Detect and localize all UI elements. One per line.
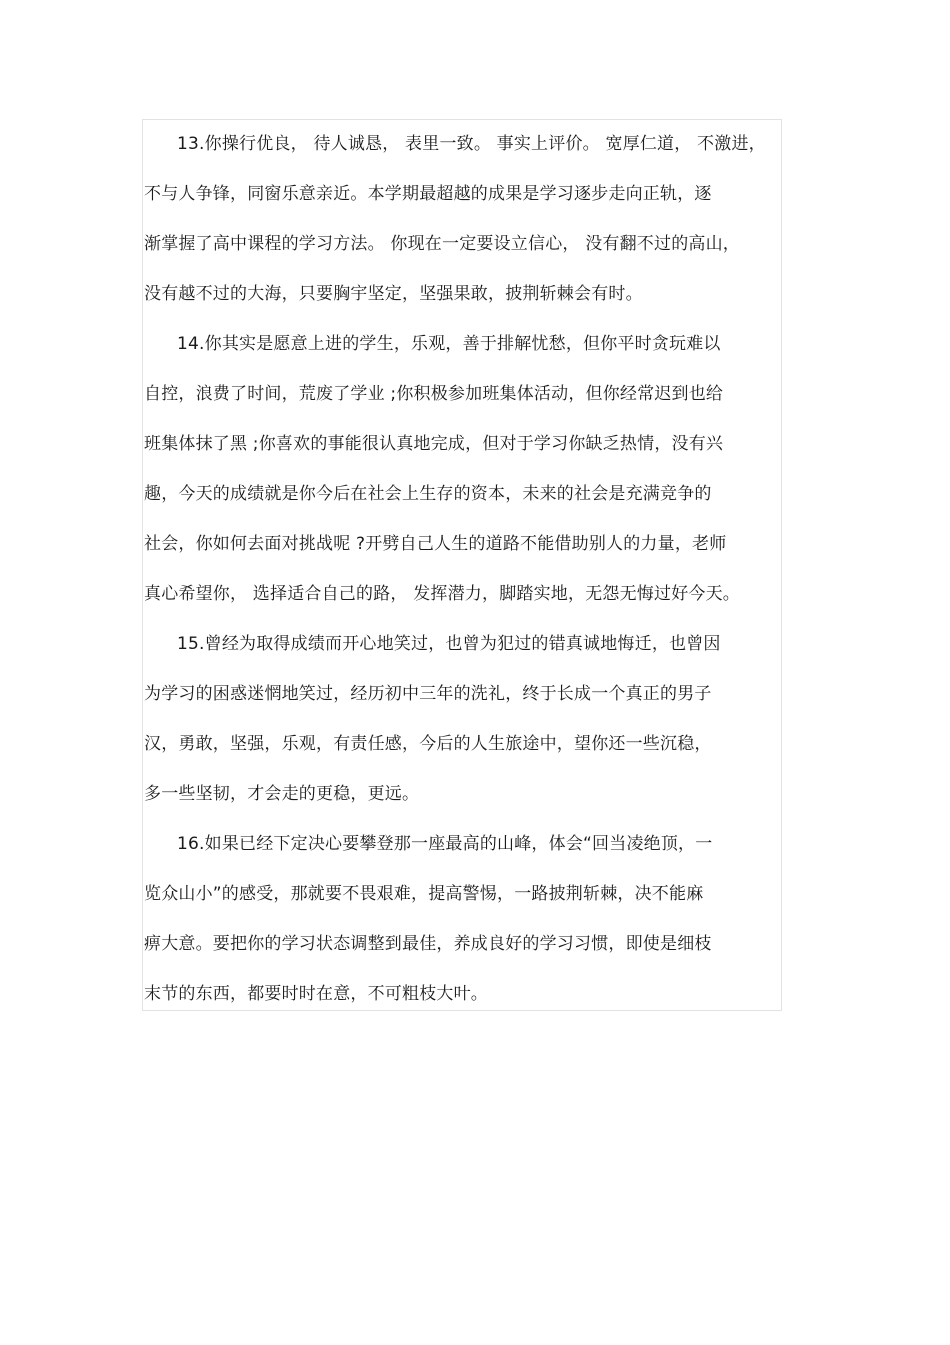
paragraph-14-line-5: 社会，你如何去面对挑战呢 ?开劈自己人生的道路不能借助别人的力量，老师 [144, 534, 727, 554]
paragraph-15-line-1: 15.曾经为取得成绩而开心地笑过，也曾为犯过的错真诚地悔迁，也曾因 [177, 634, 721, 654]
paragraph-16-line-4: 末节的东西，都要时时在意，不可粗枝大叶。 [144, 984, 488, 1004]
paragraph-16-line-2: 览众山小”的感受，那就要不畏艰难，提高警惕，一路披荆斩棘，决不能麻 [144, 884, 704, 904]
paragraph-14-line-6: 真心希望你， 选择适合自己的路， 发挥潜力，脚踏实地，无怨无悔过好今天。 [144, 584, 741, 604]
paragraph-16-line-1: 16.如果已经下定决心要攀登那一座最高的山峰，体会“回当凌绝顶，一 [177, 834, 713, 854]
paragraph-14-line-1: 14.你其实是愿意上进的学生，乐观，善于排解忧愁，但你平时贪玩难以 [177, 334, 721, 354]
paragraph-14-line-4: 趣，今天的成绩就是你今后在社会上生存的资本，未来的社会是充满竞争的 [144, 484, 712, 504]
paragraph-16-line-3: 痹大意。要把你的学习状态调整到最佳，养成良好的学习习惯，即使是细枝 [144, 934, 712, 954]
paragraph-15-line-2: 为学习的困惑迷惘地笑过，经历初中三年的洗礼，终于长成一个真正的男子 [144, 684, 712, 704]
paragraph-15-line-3: 汉，勇敢，坚强，乐观，有责任感，今后的人生旅途中，望你还一些沉稳， [144, 734, 712, 754]
paragraph-14-line-3: 班集体抹了黑 ;你喜欢的事能很认真地完成，但对于学习你缺乏热情，没有兴 [144, 434, 724, 454]
paragraph-15-line-4: 多一些坚韧，才会走的更稳，更远。 [144, 784, 420, 804]
paragraph-14-line-2: 自控，浪费了时间，荒废了学业 ;你积极参加班集体活动，但你经常迟到也给 [144, 384, 724, 404]
paragraph-13-line-3: 渐掌握了高中课程的学习方法。 你现在一定要设立信心， 没有翻不过的高山， [144, 234, 741, 254]
paragraph-13-line-4: 没有越不过的大海，只要胸宇坚定，坚强果敢，披荆斩棘会有时。 [144, 284, 643, 304]
paragraph-13-line-2: 不与人争锋，同窗乐意亲近。本学期最超越的成果是学习逐步走向正轨，逐 [144, 184, 712, 204]
paragraph-13-line-1: 13.你操行优良， 待人诚恳， 表里一致。 事实上评价。 宽厚仁道， 不激进， [177, 134, 766, 154]
